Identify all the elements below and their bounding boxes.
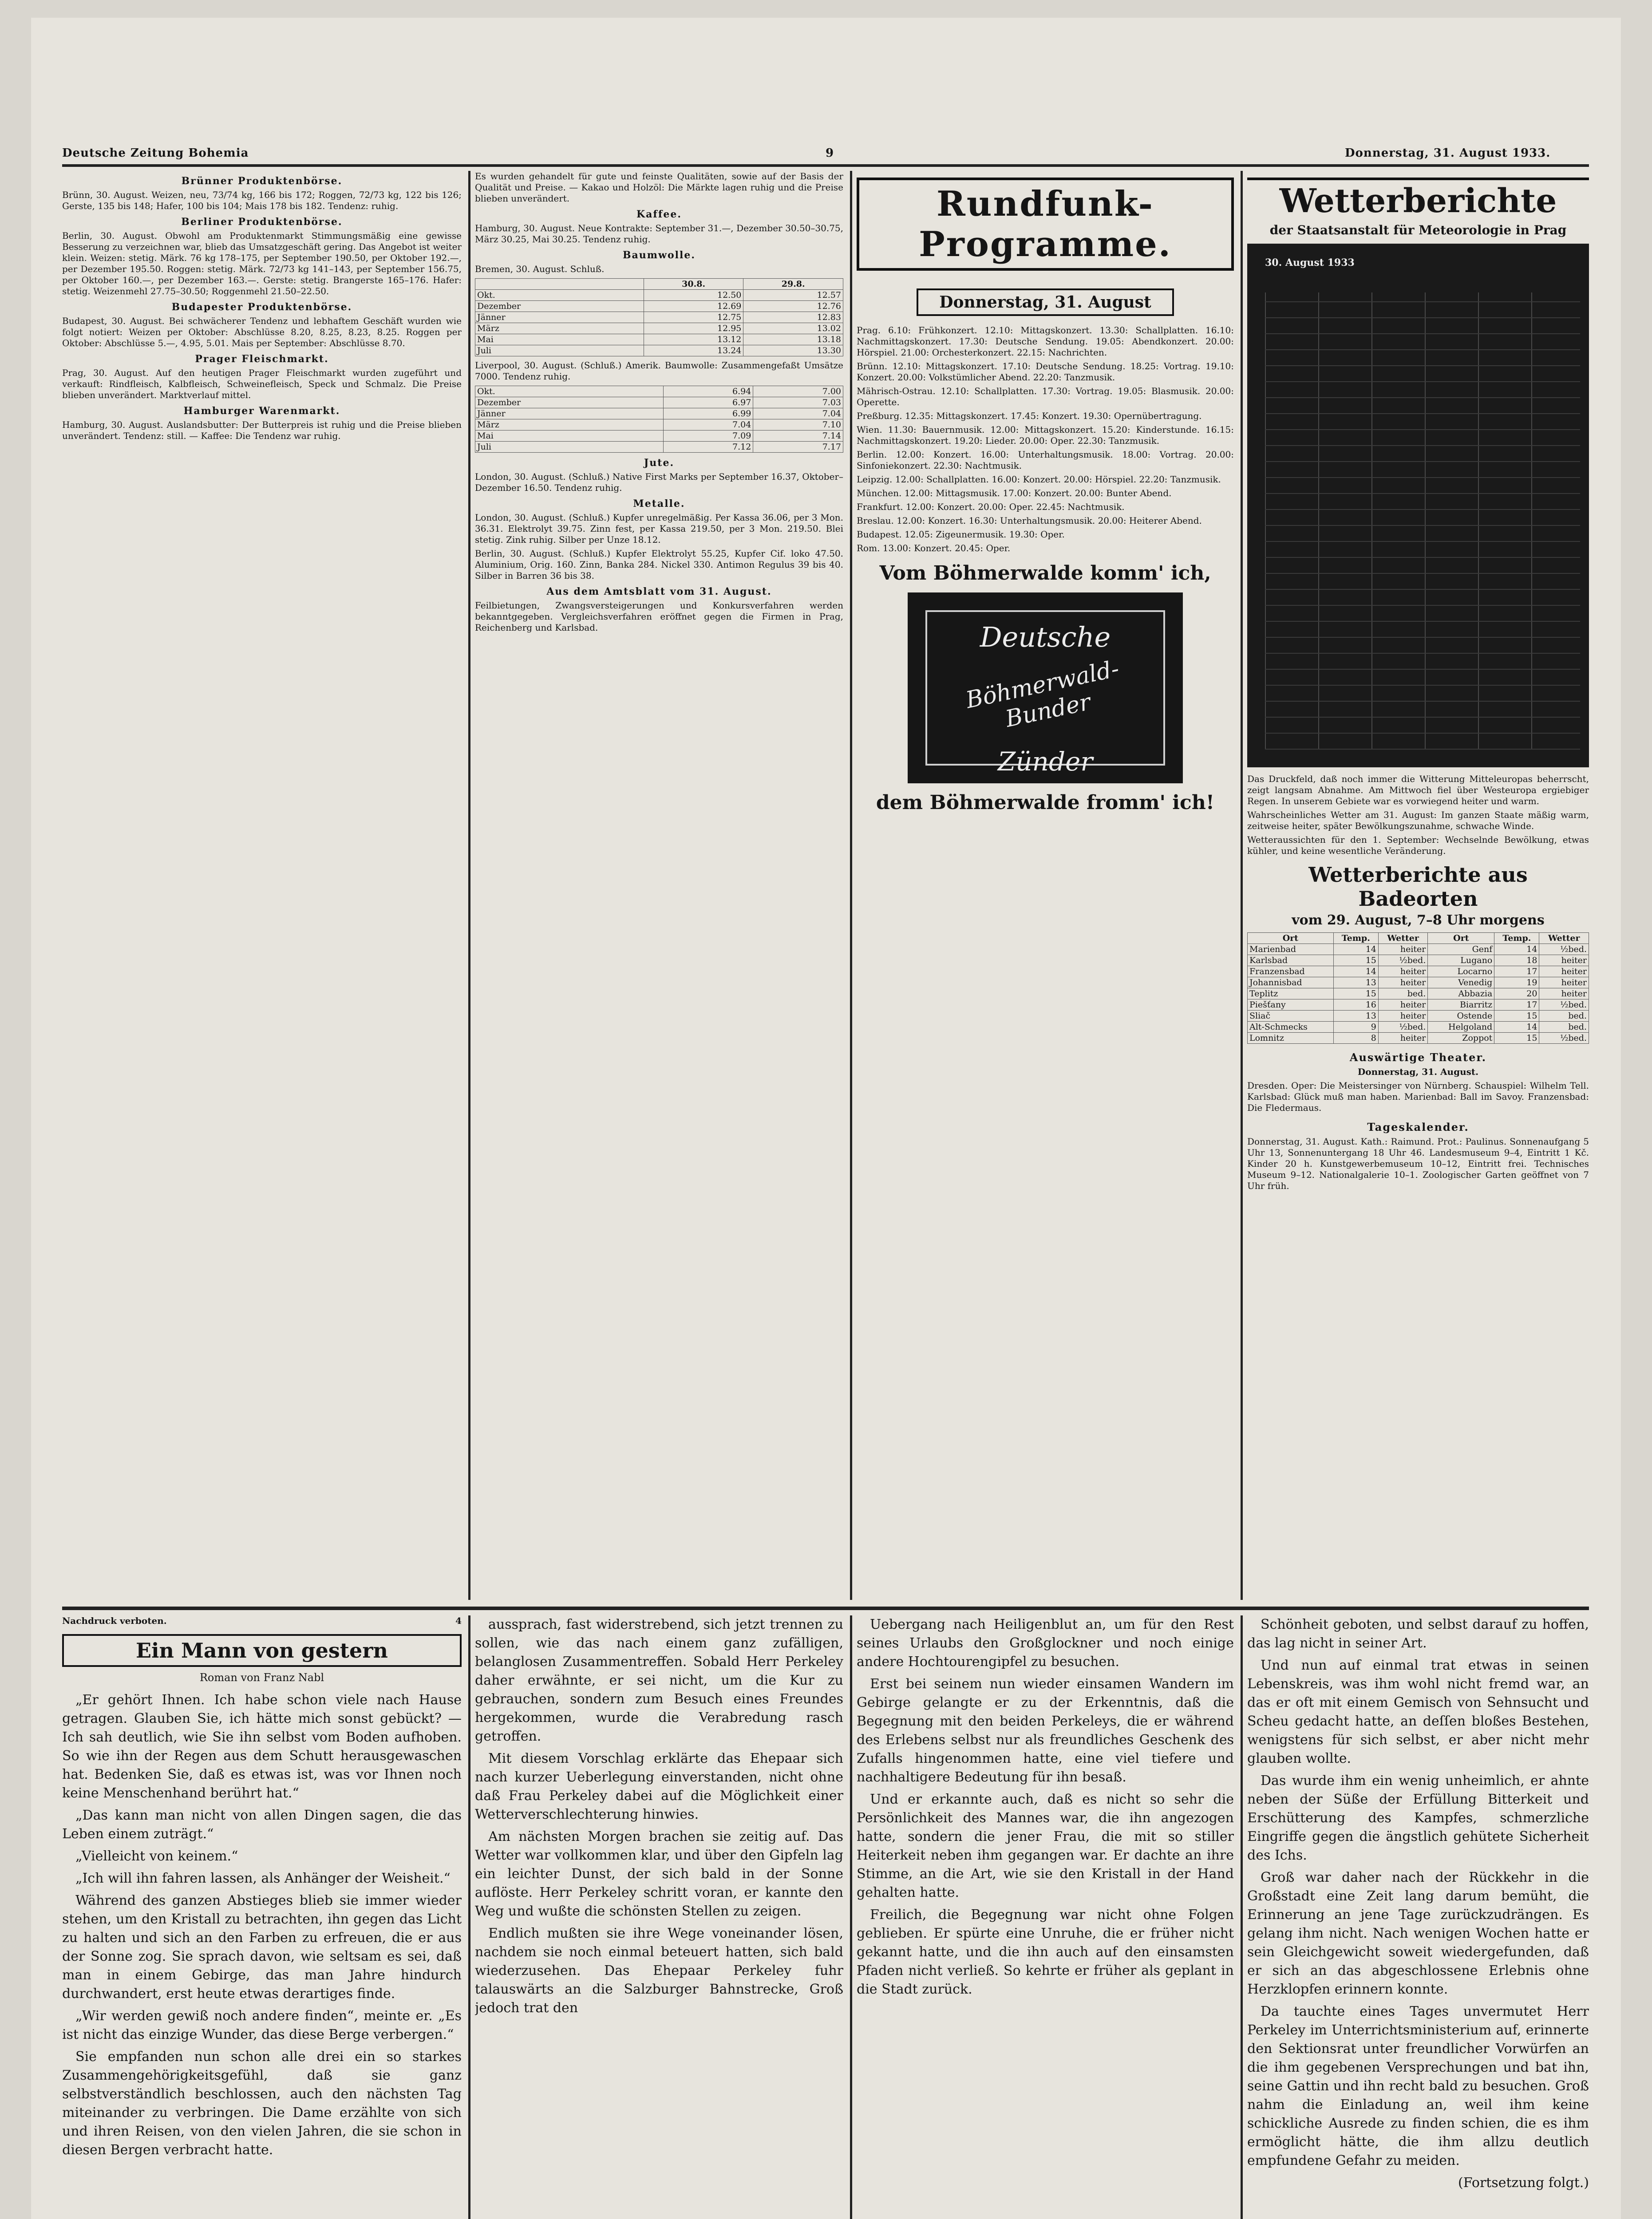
table-cell: 14 — [1333, 944, 1378, 955]
table-cell: 12.69 — [644, 301, 743, 312]
table-header: 29.8. — [743, 279, 843, 290]
table-cell: Johannisbad — [1248, 977, 1334, 988]
table-cell: 14 — [1333, 966, 1378, 977]
table-row — [475, 386, 843, 397]
table-cell: März — [475, 419, 664, 430]
story-paragraph: Und nun auf einmal trat etwas in seinen Lebenskreis, was ihm wohl nicht fremd war, an das er oft mit einem Gemisch von Sehnsucht und Scheu gedacht hatte, an deſſen bloßes Bestehen, wenigstens für sich selbst, er aber nicht mehr glauben wollte. — [1247, 1658, 1589, 1766]
ad-line-2: Böhmerwald-Bunder — [963, 655, 1122, 733]
section-text: Hamburg, 30. August. Auslandsbutter: Der Butterpreis ist ruhig und die Preise blieben unverändert. Tendenz: still. — Kaffee: Die Tendenz war ruhig. — [62, 419, 462, 441]
table-cell: Okt. — [475, 290, 644, 301]
table-header: Temp. — [1494, 933, 1539, 944]
radio-station-listing: Mährisch-Ostrau. 12.10: Schallplatten. 17.30: Vortrag. 19.05: Blasmusik. 20.00: Operette. — [857, 386, 1234, 407]
serial-column-4 — [1247, 1615, 1589, 2219]
feuilleton-rule — [62, 1607, 1589, 1610]
table-cell: Juli — [475, 442, 664, 453]
weather-column — [1247, 178, 1589, 1598]
radio-banner: Rundfunk-Programme. — [857, 178, 1234, 271]
amtsblatt-heading: Aus dem Amtsblatt vom 31. August. — [546, 586, 772, 597]
table-cell: 7.03 — [753, 397, 843, 408]
table-cell: Genf — [1428, 944, 1494, 955]
table-cell: 15 — [1494, 1033, 1539, 1044]
ad-line-3: Zünder — [997, 746, 1093, 777]
forecast-paragraph: Das Druckfeld, daß noch immer die Witterung Mitteleuropas beherrscht, zeigt langsam Abnahme. Am Mittwoch fiel über Westeuropa ergiebiger Regen. In unserem Gebiete war es vorwiegend heiter und warm. — [1247, 774, 1589, 806]
section-heading: Prager Fleischmarkt. — [195, 353, 329, 365]
radio-station-listing: Preßburg. 12.35: Mittagskonzert. 17.45: Konzert. 19.30: Opernübertragung. — [857, 411, 1202, 421]
table-cell: 13.24 — [644, 345, 743, 356]
table-cell: Biarritz — [1428, 999, 1494, 1011]
theater-heading: Auswärtige Theater. — [1349, 1051, 1487, 1064]
matches-advertisement — [908, 592, 1183, 783]
table-cell: März — [475, 323, 644, 334]
table-cell: ½bed. — [1539, 944, 1589, 955]
story-paragraph: Mit diesem Vorschlag erklärte das Ehepaar sich nach kurzer Ueberlegung einverstanden, nicht ohne daß Frau Perkeley dabei auf die Möglichkeit einer Wetterverschlechterung hinwies. — [475, 1751, 843, 1822]
weather-table-caption: 30. August 1933 — [1265, 257, 1355, 268]
table-row — [1248, 999, 1589, 1011]
table-cell: 7.04 — [663, 419, 753, 430]
story-paragraph: Am nächsten Morgen brachen sie zeitig auf. Das Wetter war vollkommen klar, und über den Gipfeln lag ein leichter Dunst, der sich bald in der Sonne auflöste. Herr Perkeley schritt voran, er kannte den Weg und wußte die schönsten Stellen zu zeigen. — [475, 1829, 843, 1919]
table-cell: Ostende — [1428, 1011, 1494, 1022]
table-cell: heiter — [1378, 966, 1428, 977]
table-row — [475, 419, 843, 430]
radio-station-listing: Leipzig. 12.00: Schallplatten. 16.00: Konzert. 20.00: Hörspiel. 22.20: Tanzmusik. — [857, 474, 1221, 485]
column-divider — [468, 1615, 470, 2219]
table-cell: 15 — [1333, 988, 1378, 999]
table-cell: 20 — [1494, 988, 1539, 999]
column-divider — [850, 1615, 852, 2219]
table-cell: 12.83 — [743, 312, 843, 323]
table-cell: Lugano — [1428, 955, 1494, 966]
table-cell: Juli — [475, 345, 644, 356]
story-paragraph: Und er erkannte auch, daß es nicht so sehr die Persönlichkeit des Mannes war, die ihn angezogen hatte, sondern die jener Frau, die mit so stiller Heiterkeit neben ihm gegangen war. Er dachte an ihre Stimme, an die Art, wie sie den Kristall in der Hand gehalten hatte. — [857, 1792, 1234, 1900]
table-cell: 15 — [1494, 1011, 1539, 1022]
table-cell: 16 — [1333, 999, 1378, 1011]
masthead-date: Donnerstag, 31. August 1933. — [1345, 146, 1551, 160]
serial-column-2 — [475, 1615, 843, 2219]
table-cell: ½bed. — [1539, 1033, 1589, 1044]
table-cell: ½bed. — [1539, 999, 1589, 1011]
story-paragraph: Freilich, die Begegnung war nicht ohne Folgen geblieben. Er spürte eine Unruhe, die er früher nicht gekannt hatte, und die ihn auch auf den einsamsten Pfaden nicht verließ. So kehrte er früher als geplant in die Stadt zurück. — [857, 1907, 1234, 1997]
table-cell: Dezember — [475, 397, 664, 408]
table-cell: 6.99 — [663, 408, 753, 419]
table-row — [1248, 966, 1589, 977]
section-text: Budapest, 30. August. Bei schwächerer Tendenz und lebhaftem Geschäft wurden wie folgt notiert: Weizen per Oktober: Abschlüsse 8.20, 8.25, 8.23, 8.25. Roggen per Oktober: Abschlüsse 5.—, 4.95, 5.01. Mais per September: Abschlüsse 8.70. — [62, 316, 462, 348]
table-cell: Jänner — [475, 312, 644, 323]
serial-text — [475, 1615, 843, 2018]
story-paragraph: Uebergang nach Heiligenblut an, um für den Rest seines Urlaubs den Großglockner und noch einige andere Hochtourengipfel zu besuchen. — [857, 1617, 1234, 1670]
table-cell: heiter — [1378, 977, 1428, 988]
weather-table-grid — [1265, 292, 1580, 750]
spa-title: Wetterberichte aus Badeorten — [1308, 863, 1528, 911]
cotton-table-bremen — [475, 278, 843, 356]
radio-station-listing: Wien. 11.30: Bauernmusik. 12.00: Mittagskonzert. 15.20: Kinderstunde. 16.15: Nachmittagskonzert. 19.20: Lieder. 20.00: Oper. 22.30: Tanzmusik. — [857, 424, 1234, 446]
weather-subtitle: der Staatsanstalt für Meteorologie in Prag — [1269, 223, 1567, 237]
table-cell: ½bed. — [1378, 1022, 1428, 1033]
weather-title: Wetterberichte — [1247, 178, 1589, 220]
table-cell: 6.97 — [663, 397, 753, 408]
table-cell: ½bed. — [1378, 955, 1428, 966]
serial-text — [857, 1615, 1234, 1999]
table-cell: heiter — [1378, 1033, 1428, 1044]
table-header: Wetter — [1539, 933, 1589, 944]
radio-listings — [857, 325, 1234, 554]
forecast-paragraph: Wahrscheinliches Wetter am 31. August: Im ganzen Staate mäßig warm, zeitweise heiter, später Bewölkungszunahme, schwache Winde. — [1247, 809, 1589, 831]
table-cell: 13.30 — [743, 345, 843, 356]
market-section — [62, 353, 462, 401]
table-cell: 8 — [1333, 1033, 1378, 1044]
story-paragraph: „Wir werden gewiß noch andere finden“, meinte er. „Es ist nicht das einzige Wunder, das diese Berge verbergen.“ — [62, 2008, 462, 2042]
radio-column — [857, 178, 1234, 1598]
table-row — [1248, 1033, 1589, 1044]
ad-footer: dem Böhmerwalde fromm' ich! — [876, 791, 1215, 814]
table-cell: Abbazia — [1428, 988, 1494, 999]
kaffee-heading: Kaffee. — [636, 209, 682, 220]
cotton-table-liverpool — [475, 386, 843, 453]
table-cell: 13.18 — [743, 334, 843, 345]
section-heading: Berliner Produktenbörse. — [181, 216, 343, 228]
metalle-heading: Metalle. — [633, 498, 685, 509]
table-row — [1248, 977, 1589, 988]
table-cell: 9 — [1333, 1022, 1378, 1033]
table-cell: 12.95 — [644, 323, 743, 334]
ad-line-1: Deutsche — [980, 621, 1111, 653]
serial-text — [62, 1691, 462, 2160]
page-number: 9 — [826, 146, 834, 160]
serial-text — [1247, 1615, 1589, 2170]
table-header: Wetter — [1378, 933, 1428, 944]
table-cell: 18 — [1494, 955, 1539, 966]
table-cell: Lomnitz — [1248, 1033, 1334, 1044]
table-cell: 14 — [1494, 1022, 1539, 1033]
table-row — [475, 442, 843, 453]
table-cell: Venedig — [1428, 977, 1494, 988]
table-cell: 7.12 — [663, 442, 753, 453]
jute-heading: Jute. — [644, 457, 675, 469]
section-text: Berlin, 30. August. Obwohl am Produktenmarkt Stimmungsmäßig eine gewisse Besserung zu verzeichnen war, blieb das Umsatzgeschäft gering. Das Angebot ist weiter klein. Weizen: stetig. Märk. 76 kg 178–175, per September 190.50, per Oktober 192.—, per Dezember 195.50. Roggen: stetig. Märk. 72/73 kg 141–143, per September 156.75, per Oktober 160.—, per Dezember 163.—. Gerste: stetig. Brangerste 165–176. Hafer: stetig. Weizenmehl 27.75–30.50; Roggenmehl 21.50–22.50. — [62, 230, 462, 296]
radio-station-listing: Frankfurt. 12.00: Konzert. 20.00: Oper. 22.45: Nachtmusik. — [857, 501, 1125, 512]
section-heading: Brünner Produktenbörse. — [181, 175, 343, 187]
section-heading: Hamburger Warenmarkt. — [183, 405, 340, 417]
table-cell: Mai — [475, 430, 664, 442]
table-cell: bed. — [1539, 1011, 1589, 1022]
story-paragraph: Während des ganzen Abstieges blieb sie immer wieder stehen, um den Kristall zu betrachten, ihn gegen das Licht zu halten und sich an den Farben zu erfreuen, die er aus der Sonne zog. Sie sprach davon, wie seltsam es sei, daß man in einem Gebirge, das man Jahre hindurch durchwandert, erst heute etwas derartiges finde. — [62, 1893, 462, 2002]
table-row — [475, 430, 843, 442]
masthead-left: Deutsche Zeitung Bohemia — [62, 146, 249, 160]
radio-date: Donnerstag, 31. August — [917, 288, 1174, 316]
bremen-caption: Bremen, 30. August. Schluß. — [475, 264, 605, 274]
radio-station-listing: Brünn. 12.10: Mittagskonzert. 17.10: Deutsche Sendung. 18.25: Vortrag. 19.10: Konzert. 20.00: Volkstümlicher Abend. 22.20: Tanzmusik. — [857, 361, 1234, 383]
table-cell: heiter — [1378, 1011, 1428, 1022]
theater-date: Donnerstag, 31. August. — [1357, 1066, 1479, 1077]
table-header: Temp. — [1333, 933, 1378, 944]
table-cell: 17 — [1494, 966, 1539, 977]
story-paragraph: aussprach, fast widerstrebend, sich jetzt trennen zu sollen, wie das nach einem ganz zufälligen, belanglosen Zusammentreffen. Sobald Herr Perkeley daher erwähnte, er sei nicht, um die Kur zu gebrauchen, sondern zum Besuch eines Freundes hergekommen, wurde die Verabredung rasch getroffen. — [475, 1617, 843, 1744]
table-row — [475, 397, 843, 408]
liverpool-caption: Liverpool, 30. August. (Schluß.) Amerik. Baumwolle: Zusammengefaßt Umsätze 7000. Tendenz ruhig. — [475, 360, 843, 382]
berlin-metalle-text: Berlin, 30. August. (Schluß.) Kupfer Elektrolyt 55.25, Kupfer Cif. loko 47.50. Aluminium, Orig. 160. Zinn, Banka 284. Nickel 330. Antimon Regulus 39 bis 40. Silber in Barren 36 bis 38. — [475, 548, 843, 581]
section-text: Prag, 30. August. Auf den heutigen Prager Fleischmarkt wurden zugeführt und verkauft: Rindfleisch, Kalbfleisch, Schweinefleisch, Speck und Schmalz. Die Preise blieben unverändert. Marktverlauf mittel. — [62, 367, 462, 400]
metalle-text: London, 30. August. (Schluß.) Kupfer unregelmäßig. Per Kassa 36.06, per 3 Mon. 36.31. Elektrolyt 39.75. Zinn fest, per Kassa 219.50, per 3 Mon. 219.50. Blei stetig. Zink ruhig. Silber per Unze 18.12. — [475, 512, 843, 545]
story-paragraph: Erst bei seinem nun wieder einsamen Wandern im Gebirge gelangte er zu der Erkenntnis, daß die Begegnung mit den beiden Perkeleys, die er während des Erlebens selbst nur als freundliches Geschenk des Zufalls hingenommen hatte, eine viel tiefere und nachhaltigere Bedeutung für ihn besaß. — [857, 1676, 1234, 1785]
table-cell: Alt-Schmecks — [1248, 1022, 1334, 1033]
column-divider — [468, 171, 470, 1600]
serial-author: Roman von Franz Nabl — [199, 1671, 324, 1684]
table-cell: 12.76 — [743, 301, 843, 312]
table-header: 30.8. — [644, 279, 743, 290]
table-cell: Sliač — [1248, 1011, 1334, 1022]
market-section — [62, 216, 462, 297]
table-row — [475, 334, 843, 345]
table-cell: 7.14 — [753, 430, 843, 442]
baumwolle-heading: Baumwolle. — [622, 249, 696, 261]
table-cell: 13.02 — [743, 323, 843, 334]
table-cell: 14 — [1494, 944, 1539, 955]
table-row — [1248, 944, 1589, 955]
table-cell: Teplitz — [1248, 988, 1334, 999]
table-cell: bed. — [1539, 1022, 1589, 1033]
radio-station-listing: Budapest. 12.05: Zigeunermusik. 19.30: Oper. — [857, 529, 1065, 540]
table-header: Ort — [1428, 933, 1494, 944]
table-cell: 7.10 — [753, 419, 843, 430]
column-divider — [1241, 1615, 1243, 2219]
commodities-column — [475, 171, 843, 1600]
spa-weather-table — [1247, 932, 1589, 1044]
table-row — [1248, 955, 1589, 966]
table-row — [475, 323, 843, 334]
table-cell: heiter — [1378, 944, 1428, 955]
table-cell: Mai — [475, 334, 644, 345]
ad-label — [925, 610, 1165, 777]
table-header: Ort — [1248, 933, 1334, 944]
table-cell: Dezember — [475, 301, 644, 312]
header-rule — [62, 164, 1589, 167]
table-cell: Okt. — [475, 386, 664, 397]
installment-number: 4 — [455, 1615, 462, 1626]
table-cell: 7.09 — [663, 430, 753, 442]
continued-note: (Fortsetzung folgt.) — [1458, 2175, 1589, 2191]
table-cell: Zoppot — [1428, 1033, 1494, 1044]
table-header — [475, 279, 644, 290]
reprint-notice: Nachdruck verboten. — [62, 1615, 167, 1626]
serial-column-1 — [62, 1615, 462, 2219]
calendar-text: Donnerstag, 31. August. Kath.: Raimund. Prot.: Paulinus. Sonnenaufgang 5 Uhr 13, Sonnenuntergang 18 Uhr 46. Landesmuseum 9–4, Eintritt 1 Kč. Kinder 20 h. Kunstgewerbemuseum 10–12, Eintritt frei. Technisches Museum 9–12. Nationalgalerie 10–1. Zoologischer Garten geöffnet von 7 Uhr früh. — [1247, 1136, 1589, 1191]
story-paragraph: Da tauchte eines Tages unvermutet Herr Perkeley im Unterrichtsministerium auf, erinnerte den Sektionsrat unter freundlicher Vorwürfen an die ihm gegebenen Versprechungen und bat ihn, seine Gattin und ihn recht bald zu besuchen. Groß nahm die Einladung an, weil ihm keine schickliche Ausrede zu finden schien, die es ihm ermöglicht hätte, die ihm allzu deutlich empfundene Gefahr zu meiden. — [1247, 2004, 1589, 2168]
story-paragraph: Sie empfanden nun schon alle drei ein so starkes Zusammengehörigkeitsgefühl, daß sie ganz selbstverständlich beschlossen, auch den nächsten Tag miteinander zu verbringen. Die Dame erzählte von sich und ihren Reisen, von den vielen Jahren, die sie schon in diesen Bergen verbracht hatte. — [62, 2049, 462, 2158]
table-cell: Piešťany — [1248, 999, 1334, 1011]
table-cell: heiter — [1539, 966, 1589, 977]
story-paragraph: Endlich mußten sie ihre Wege voneinander lösen, nachdem sie noch einmal beteuert hatten, sich bald wiederzusehen. Das Ehepaar Perkeley fuhr talauswärts an die Salzburger Bahnstrecke, Groß jedoch trat den — [475, 1926, 843, 2016]
section-text: Brünn, 30. August. Weizen, neu, 73/74 kg, 166 bis 172; Roggen, 72/73 kg, 122 bis 126; Gerste, 135 bis 148; Hafer, 100 bis 104; Mais 178 bis 182. Tendenz: ruhig. — [62, 190, 462, 211]
table-cell: 13 — [1333, 1011, 1378, 1022]
story-paragraph: Schönheit geboten, und selbst darauf zu hoffen, das lag nicht in seiner Art. — [1247, 1617, 1589, 1651]
table-cell: 12.57 — [743, 290, 843, 301]
radio-station-listing: Prag. 6.10: Frühkonzert. 12.10: Mittagskonzert. 13.30: Schallplatten. 16.10: Nachmittagskonzert. 17.30: Deutsche Sendung. 19.05: Abendkonzert. 20.00: Hörspiel. 21.00: Orchesterkonzert. 22.15: Nachrichten. — [857, 325, 1234, 358]
commodities-intro: Es wurden gehandelt für gute und feinste Qualitäten, sowie auf der Basis der Qualität und Preise. — Kakao und Holzöl: Die Märkte lagen ruhig und die Preise blieben unverändert. — [475, 171, 843, 204]
table-cell: heiter — [1539, 988, 1589, 999]
story-paragraph: Das wurde ihm ein wenig unheimlich, er ahnte neben der Süße der Erfüllung Bitterkeit und Erschütterung des Kampfes, schmerzliche Eingriffe gegen die ängstlich gehütete Sicherheit des Ichs. — [1247, 1773, 1589, 1863]
weather-station-table — [1247, 244, 1589, 767]
table-row — [475, 301, 843, 312]
amtsblatt-text: Feilbietungen, Zwangsversteigerungen und Konkursverfahren werden bekanntgegeben. Vergleichsverfahren eröffnet gegen die Firmen in Prag, Reichenberg und Karlsbad. — [475, 600, 843, 633]
jute-text: London, 30. August. (Schluß.) Native First Marks per September 16.37, Oktober–Dezember 16.50. Tendenz ruhig. — [475, 471, 843, 493]
table-cell: 7.17 — [753, 442, 843, 453]
table-cell: Marienbad — [1248, 944, 1334, 955]
serial-title: Ein Mann von gestern — [62, 1634, 462, 1667]
forecast-paragraph: Wetteraussichten für den 1. September: Wechselnde Bewölkung, etwas kühler, und keine wesentliche Veränderung. — [1247, 834, 1589, 856]
table-cell: heiter — [1539, 977, 1589, 988]
table-row — [1248, 1011, 1589, 1022]
table-cell: bed. — [1378, 988, 1428, 999]
calendar-heading: Tageskalender. — [1367, 1121, 1469, 1133]
table-cell: 13.12 — [644, 334, 743, 345]
story-paragraph: „Er gehört Ihnen. Ich habe schon viele nach Hause getragen. Glauben Sie, ich hätte mich sonst gebückt? — Ich sah deutlich, wie Sie ihn selbst vom Boden aufhoben. So wie ihn der Regen aus dem Schutt herausgewaschen hat. Bedenken Sie, daß es etwas ist, was vor Ihnen noch keine Menschenhand berührt hat.“ — [62, 1692, 462, 1801]
table-cell: 15 — [1333, 955, 1378, 966]
column-divider — [850, 171, 852, 1600]
section-heading: Budapester Produktenbörse. — [171, 301, 352, 313]
table-row — [475, 345, 843, 356]
ad-headline: Vom Böhmerwalde komm' ich, — [879, 562, 1211, 584]
table-row — [475, 408, 843, 419]
table-cell: 7.04 — [753, 408, 843, 419]
market-column — [62, 171, 462, 1600]
table-cell: 13 — [1333, 977, 1378, 988]
market-section — [62, 405, 462, 442]
table-cell: heiter — [1539, 955, 1589, 966]
table-cell: 12.50 — [644, 290, 743, 301]
theater-text: Dresden. Oper: Die Meistersinger von Nürnberg. Schauspiel: Wilhelm Tell. Karlsbad: Glück muß man haben. Marienbad: Ball im Savoy. Franzensbad: Die Fledermaus. — [1247, 1080, 1589, 1113]
table-cell: Karlsbad — [1248, 955, 1334, 966]
table-cell: 17 — [1494, 999, 1539, 1011]
table-cell: heiter — [1378, 999, 1428, 1011]
radio-station-listing: München. 12.00: Mittagsmusik. 17.00: Konzert. 20.00: Bunter Abend. — [857, 488, 1172, 498]
table-cell: 6.94 — [663, 386, 753, 397]
story-paragraph: Groß war daher nach der Rückkehr in die Großstadt eine Zeit lang darum bemüht, die Erinnerung an jene Tage zurückzudrängen. Es gelang ihm nicht. Nach wenigen Wochen hatte er sein Gleichgewicht soweit wiedergefunden, daß er sich an das abgeschlossene Erlebnis ohne Herzklopfen erinnern konnte. — [1247, 1870, 1589, 1997]
spa-subtitle: vom 29. August, 7–8 Uhr morgens — [1292, 912, 1545, 928]
table-cell: 19 — [1494, 977, 1539, 988]
story-paragraph: „Vielleicht von keinem.“ — [75, 1848, 238, 1864]
story-paragraph: „Das kann man nicht von allen Dingen sagen, die das Leben einem zuträgt.“ — [62, 1808, 462, 1842]
table-cell: Locarno — [1428, 966, 1494, 977]
table-cell: 12.75 — [644, 312, 743, 323]
table-cell: Helgoland — [1428, 1022, 1494, 1033]
table-cell: 7.00 — [753, 386, 843, 397]
newspaper-page — [31, 18, 1621, 2219]
table-row — [1248, 1022, 1589, 1033]
table-row — [475, 312, 843, 323]
market-section — [62, 175, 462, 212]
table-cell: Jänner — [475, 408, 664, 419]
weather-forecast — [1247, 774, 1589, 857]
serial-column-3 — [857, 1615, 1234, 2219]
radio-station-listing: Rom. 13.00: Konzert. 20.45: Oper. — [857, 543, 1011, 553]
kaffee-text: Hamburg, 30. August. Neue Kontrakte: September 31.—, Dezember 30.50–30.75, März 30.25, Mai 30.25. Tendenz ruhig. — [475, 223, 843, 245]
radio-station-listing: Breslau. 12.00: Konzert. 16.30: Unterhaltungsmusik. 20.00: Heiterer Abend. — [857, 515, 1202, 526]
table-cell: Franzensbad — [1248, 966, 1334, 977]
column-divider — [1241, 171, 1243, 1600]
table-row — [1248, 988, 1589, 999]
table-row — [475, 290, 843, 301]
radio-station-listing: Berlin. 12.00: Konzert. 16.00: Unterhaltungsmusik. 18.00: Vortrag. 20.00: Sinfoniekonzert. 22.30: Nachtmusik. — [857, 449, 1234, 471]
market-section — [62, 301, 462, 349]
story-paragraph: „Ich will ihn fahren lassen, als Anhänger der Weisheit.“ — [75, 1871, 451, 1886]
